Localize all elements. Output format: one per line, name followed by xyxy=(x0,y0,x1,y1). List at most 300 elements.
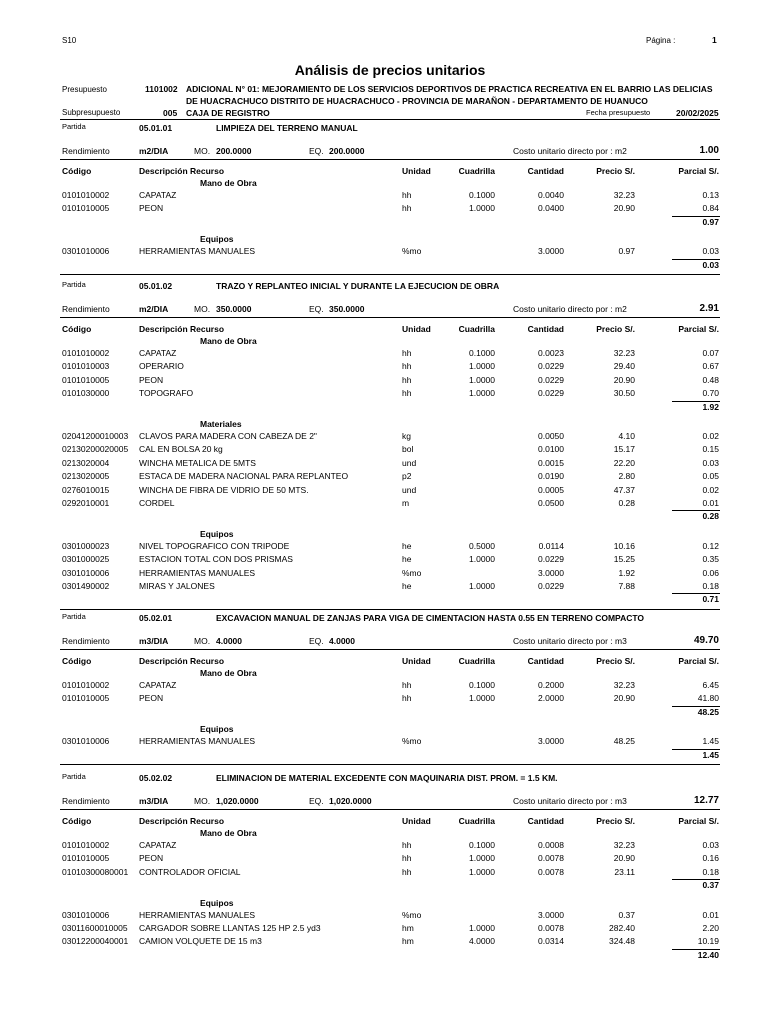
resource-unit: hh xyxy=(402,203,412,214)
col-header-parcial: Parcial S/. xyxy=(678,816,719,826)
col-header-codigo: Código xyxy=(62,324,92,334)
rendimiento-label: Rendimiento xyxy=(62,796,110,806)
resource-parcial: 0.16 xyxy=(702,853,719,864)
resource-precio: 1.92 xyxy=(618,567,635,578)
resource-description: WINCHA METALICA DE 5MTS xyxy=(139,457,256,468)
resource-description: MIRAS Y JALONES xyxy=(139,581,215,591)
eq-label: EQ. xyxy=(309,304,324,314)
resource-precio: 32.23 xyxy=(613,680,635,690)
mo-value: 4.0000 xyxy=(216,636,242,646)
col-header-cantidad: Cantidad xyxy=(527,166,564,176)
resource-precio: 32.23 xyxy=(613,348,635,358)
group-subtotal: 0.03 xyxy=(702,259,719,270)
resource-code: 0213020004 xyxy=(62,457,110,468)
table-row xyxy=(0,485,768,498)
table-row xyxy=(0,910,768,923)
rendimiento-unit: m3/DIA xyxy=(139,636,169,646)
resource-cantidad: 0.0114 xyxy=(538,540,564,551)
resource-cantidad: 3.0000 xyxy=(538,567,564,578)
resource-description: CAMION VOLQUETE DE 15 m3 xyxy=(139,936,262,947)
resource-precio: 32.23 xyxy=(613,840,635,850)
partida-name: ELIMINACION DE MATERIAL EXCEDENTE CON MAQUINARIA DIST. PROM. = 1.5 KM. xyxy=(216,773,558,783)
group-header: Equipos xyxy=(200,897,234,908)
rendimiento-label: Rendimiento xyxy=(62,146,110,156)
resource-cantidad: 3.0000 xyxy=(538,246,564,257)
resource-unit: p2 xyxy=(402,471,412,482)
resource-cuadrilla: 1.0000 xyxy=(469,923,495,933)
group-header: Mano de Obra xyxy=(200,178,257,188)
resource-precio: 20.90 xyxy=(613,693,635,704)
resource-parcial: 0.13 xyxy=(702,190,719,200)
resource-parcial: 0.05 xyxy=(702,471,719,482)
col-header-cuadrilla: Cuadrilla xyxy=(458,166,495,176)
resource-unit: %mo xyxy=(402,736,422,747)
report-code: S10 xyxy=(62,36,77,45)
subpresupuesto-desc: CAJA DE REGISTRO xyxy=(186,108,270,118)
resource-description: OPERARIO xyxy=(139,361,184,372)
resource-cuadrilla: 0.5000 xyxy=(469,540,495,551)
resource-cantidad: 0.0005 xyxy=(538,484,564,495)
resource-precio: 0.28 xyxy=(618,498,635,508)
resource-description: PEON xyxy=(139,374,164,385)
resource-description: CAPATAZ xyxy=(139,190,177,200)
col-header-unidad: Unidad xyxy=(402,816,431,826)
resource-unit: hh xyxy=(402,374,412,385)
costo-unitario-value: 2.91 xyxy=(699,303,719,314)
resource-parcial: 0.15 xyxy=(702,444,719,455)
resource-description: CONTROLADOR OFICIAL xyxy=(139,866,241,877)
rendimiento-divider xyxy=(60,809,720,810)
resource-cantidad: 0.0078 xyxy=(538,923,564,933)
resource-unit: und xyxy=(402,457,417,468)
resource-code: 0101010005 xyxy=(62,374,110,385)
resource-code: 0101010002 xyxy=(62,190,110,200)
resource-precio: 23.11 xyxy=(614,866,635,877)
eq-label: EQ. xyxy=(309,636,324,646)
partida-label: Partida xyxy=(62,280,86,289)
page-number: 1 xyxy=(712,35,717,45)
resource-parcial: 1.45 xyxy=(702,736,719,747)
resource-precio: 22.20 xyxy=(613,457,635,468)
resource-description: HERRAMIENTAS MANUALES xyxy=(139,246,256,257)
resource-precio: 48.25 xyxy=(613,736,635,747)
resource-cuadrilla: 0.1000 xyxy=(469,348,495,358)
header-divider xyxy=(60,119,720,120)
resource-code: 0301490002 xyxy=(62,581,110,591)
rendimiento-unit: m2/DIA xyxy=(139,146,169,156)
eq-value: 4.0000 xyxy=(329,636,355,646)
rendimiento-label: Rendimiento xyxy=(62,636,110,646)
col-header-unidad: Unidad xyxy=(402,166,431,176)
table-row xyxy=(0,388,768,401)
resource-description: CAPATAZ xyxy=(139,840,177,850)
rendimiento-unit: m2/DIA xyxy=(139,304,169,314)
table-row xyxy=(0,541,768,554)
resource-unit: he xyxy=(402,581,412,591)
page-title: Análisis de precios unitarios xyxy=(294,62,486,78)
resource-unit: hh xyxy=(402,866,412,877)
table-row xyxy=(0,680,768,693)
resource-cantidad: 0.0500 xyxy=(538,498,564,508)
mo-label: MO. xyxy=(194,796,211,806)
resource-parcial: 0.01 xyxy=(702,498,719,508)
resource-cantidad: 0.0050 xyxy=(538,431,564,441)
table-row xyxy=(0,203,768,216)
resource-unit: hh xyxy=(402,680,412,690)
group-header: Mano de Obra xyxy=(200,336,257,346)
resource-code: 0101010005 xyxy=(62,693,110,704)
resource-parcial: 0.02 xyxy=(702,484,719,495)
resource-unit: hh xyxy=(402,693,412,704)
resource-unit: hh xyxy=(402,840,412,850)
resource-cuadrilla: 1.0000 xyxy=(469,554,495,565)
partida-name: TRAZO Y REPLANTEO INICIAL Y DURANTE LA EJECUCION DE OBRA xyxy=(216,281,500,291)
col-header-unidad: Unidad xyxy=(402,656,431,666)
col-header-parcial: Parcial S/. xyxy=(678,656,719,666)
group-subtotal: 0.37 xyxy=(702,880,719,891)
resource-description: CAPATAZ xyxy=(139,348,177,358)
group-subtotal: 48.25 xyxy=(697,706,719,717)
table-row xyxy=(0,867,768,880)
resource-description: WINCHA DE FIBRA DE VIDRIO DE 50 MTS. xyxy=(139,484,309,495)
resource-precio: 20.90 xyxy=(613,203,635,214)
resource-cantidad: 0.0229 xyxy=(538,374,564,385)
resource-parcial: 0.84 xyxy=(702,203,719,214)
col-header-descripcion: Descripción Recurso xyxy=(139,816,225,826)
mo-value: 200.0000 xyxy=(216,146,252,156)
partida-code: 05.02.02 xyxy=(139,773,173,783)
group-header: Equipos xyxy=(200,528,234,539)
resource-parcial: 0.48 xyxy=(702,374,719,385)
presupuesto-label: Presupuesto xyxy=(62,85,107,94)
rendimiento-divider xyxy=(60,317,720,318)
resource-cantidad: 2.0000 xyxy=(538,693,564,704)
resource-cantidad: 0.0400 xyxy=(538,203,564,214)
resource-unit: hm xyxy=(402,936,414,947)
resource-precio: 15.25 xyxy=(613,554,635,565)
resource-unit: %mo xyxy=(402,909,422,920)
resource-code: 0301010006 xyxy=(62,246,110,257)
resource-code: 0101010003 xyxy=(62,361,110,372)
resource-cantidad: 0.0008 xyxy=(538,840,564,850)
resource-cantidad: 0.0190 xyxy=(538,471,564,482)
resource-parcial: 0.12 xyxy=(702,540,719,551)
resource-parcial: 0.18 xyxy=(702,581,719,591)
resource-unit: he xyxy=(402,540,412,551)
table-row xyxy=(0,923,768,936)
resource-precio: 29.40 xyxy=(613,361,635,372)
costo-unitario-label: Costo unitario directo por : m2 xyxy=(513,146,627,156)
eq-value: 350.0000 xyxy=(329,304,365,314)
resource-unit: hm xyxy=(402,923,414,933)
resource-precio: 10.16 xyxy=(613,540,635,551)
resource-unit: und xyxy=(402,484,417,495)
resource-precio: 0.37 xyxy=(618,909,635,920)
resource-parcial: 0.06 xyxy=(702,567,719,578)
partida-name: LIMPIEZA DEL TERRENO MANUAL xyxy=(216,123,358,133)
col-header-parcial: Parcial S/. xyxy=(678,324,719,334)
resource-parcial: 41.80 xyxy=(697,693,719,704)
resource-description: ESTACION TOTAL CON DOS PRISMAS xyxy=(139,554,293,565)
resource-unit: hh xyxy=(402,388,412,399)
mo-label: MO. xyxy=(194,304,211,314)
col-header-cantidad: Cantidad xyxy=(527,816,564,826)
table-row xyxy=(0,498,768,511)
resource-code: 02041200010003 xyxy=(62,431,129,441)
partida-divider xyxy=(60,764,720,765)
resource-parcial: 2.20 xyxy=(702,923,719,933)
fecha-label: Fecha presupuesto xyxy=(586,108,651,117)
col-header-unidad: Unidad xyxy=(402,324,431,334)
resource-code: 03011600010005 xyxy=(62,923,128,933)
resource-parcial: 0.03 xyxy=(702,246,719,257)
rendimiento-label: Rendimiento xyxy=(62,304,110,314)
resource-code: 0101010002 xyxy=(62,348,110,358)
group-header: Materiales xyxy=(200,419,242,429)
resource-parcial: 0.03 xyxy=(702,840,719,850)
table-row xyxy=(0,246,768,259)
resource-cantidad: 0.0078 xyxy=(538,866,564,877)
group-subtotal: 0.97 xyxy=(702,216,719,227)
resource-parcial: 0.01 xyxy=(702,909,719,920)
col-header-cuadrilla: Cuadrilla xyxy=(458,816,495,826)
resource-cuadrilla: 0.1000 xyxy=(469,680,495,690)
resource-parcial: 0.07 xyxy=(702,348,719,358)
resource-code: 03012200040001 xyxy=(62,936,129,947)
resource-cuadrilla: 1.0000 xyxy=(469,693,495,704)
table-row xyxy=(0,431,768,444)
col-header-cuadrilla: Cuadrilla xyxy=(458,656,495,666)
resource-code: 0301000023 xyxy=(62,540,110,551)
col-header-precio: Precio S/. xyxy=(596,816,635,826)
resource-cuadrilla: 1.0000 xyxy=(469,581,495,591)
resource-cantidad: 0.0015 xyxy=(538,457,564,468)
table-row xyxy=(0,581,768,594)
presupuesto-desc-line2: DE HUACRACHUCO DISTRITO DE HUACRACHUCO - PROVINCIA DE MARAÑON - DEPARTAMENTO DE HUANUCO xyxy=(186,96,648,106)
resource-unit: hh xyxy=(402,348,412,358)
resource-cantidad: 0.0078 xyxy=(538,853,564,864)
resource-description: HERRAMIENTAS MANUALES xyxy=(139,736,256,747)
col-header-descripcion: Descripción Recurso xyxy=(139,166,225,176)
partida-label: Partida xyxy=(62,772,86,781)
table-row xyxy=(0,853,768,866)
resource-description: HERRAMIENTAS MANUALES xyxy=(139,567,256,578)
resource-code: 0301000025 xyxy=(62,554,110,565)
table-row xyxy=(0,348,768,361)
col-header-descripcion: Descripción Recurso xyxy=(139,324,225,334)
resource-cantidad: 0.0229 xyxy=(538,361,564,372)
resource-code: 01010300080001 xyxy=(62,866,129,877)
group-subtotal: 0.71 xyxy=(702,594,719,605)
resource-precio: 47.37 xyxy=(613,484,635,495)
resource-description: ESTACA DE MADERA NACIONAL PARA REPLANTEO xyxy=(139,471,349,482)
resource-cuadrilla: 1.0000 xyxy=(469,203,495,214)
resource-cuadrilla: 1.0000 xyxy=(469,374,495,385)
table-row xyxy=(0,458,768,471)
subpresupuesto-label: Subpresupuesto xyxy=(62,108,121,117)
resource-parcial: 0.03 xyxy=(702,457,719,468)
resource-unit: %mo xyxy=(402,246,422,257)
resource-cantidad: 0.2000 xyxy=(538,680,564,690)
resource-unit: hh xyxy=(402,190,412,200)
col-header-codigo: Código xyxy=(62,816,92,826)
partida-code: 05.01.01 xyxy=(139,123,173,133)
resource-unit: hh xyxy=(402,361,412,372)
costo-unitario-label: Costo unitario directo por : m3 xyxy=(513,636,627,646)
resource-parcial: 10.19 xyxy=(697,936,719,947)
costo-unitario-label: Costo unitario directo por : m2 xyxy=(513,304,627,314)
resource-code: 02130200020005 xyxy=(62,444,129,455)
costo-unitario-value: 1.00 xyxy=(699,145,719,156)
resource-description: PEON xyxy=(139,203,164,214)
resource-precio: 32.23 xyxy=(613,190,635,200)
col-header-parcial: Parcial S/. xyxy=(678,166,719,176)
resource-cuadrilla: 1.0000 xyxy=(469,361,495,372)
eq-value: 200.0000 xyxy=(329,146,365,156)
resource-cantidad: 0.0023 xyxy=(538,348,564,358)
mo-label: MO. xyxy=(194,146,211,156)
resource-code: 0101010002 xyxy=(62,840,110,850)
rendimiento-divider xyxy=(60,649,720,650)
resource-cuadrilla: 0.1000 xyxy=(469,840,495,850)
partida-divider xyxy=(60,609,720,610)
partida-code: 05.01.02 xyxy=(139,281,173,291)
resource-description: PEON xyxy=(139,853,164,864)
resource-unit: hh xyxy=(402,853,412,864)
costo-unitario-value: 49.70 xyxy=(693,635,719,646)
resource-unit: %mo xyxy=(402,567,422,578)
col-header-precio: Precio S/. xyxy=(596,656,635,666)
col-header-cantidad: Cantidad xyxy=(527,324,564,334)
resource-unit: kg xyxy=(402,431,411,441)
resource-description: CAL EN BOLSA 20 kg xyxy=(139,444,223,455)
col-header-codigo: Código xyxy=(62,166,92,176)
resource-code: 0101010002 xyxy=(62,680,110,690)
resource-code: 0301010006 xyxy=(62,736,110,747)
presupuesto-code: 1101002 xyxy=(145,84,178,94)
resource-parcial: 0.35 xyxy=(702,554,719,565)
resource-precio: 4.10 xyxy=(618,431,635,441)
resource-description: PEON xyxy=(139,693,164,704)
resource-precio: 30.50 xyxy=(613,388,635,399)
group-subtotal: 0.28 xyxy=(702,511,719,522)
resource-precio: 282.40 xyxy=(609,923,635,933)
resource-cantidad: 0.0229 xyxy=(538,554,564,565)
group-subtotal: 12.40 xyxy=(697,949,719,960)
col-header-descripcion: Descripción Recurso xyxy=(139,656,225,666)
resource-precio: 324.48 xyxy=(609,936,635,947)
resource-cantidad: 0.0040 xyxy=(538,190,564,200)
rendimiento-unit: m3/DIA xyxy=(139,796,169,806)
page-label: Página : xyxy=(646,36,676,45)
resource-cuadrilla: 1.0000 xyxy=(469,388,495,399)
resource-description: CORDEL xyxy=(139,498,175,508)
resource-parcial: 0.18 xyxy=(702,866,719,877)
col-header-precio: Precio S/. xyxy=(596,324,635,334)
col-header-cuadrilla: Cuadrilla xyxy=(458,324,495,334)
resource-cuadrilla: 0.1000 xyxy=(469,190,495,200)
group-header: Mano de Obra xyxy=(200,668,257,678)
resource-cuadrilla: 4.0000 xyxy=(469,936,495,947)
table-row xyxy=(0,693,768,706)
resource-code: 0101010005 xyxy=(62,853,110,864)
resource-cantidad: 0.0229 xyxy=(538,388,564,399)
resource-code: 0292010001 xyxy=(62,498,110,508)
resource-cantidad: 0.0100 xyxy=(538,444,564,455)
table-row xyxy=(0,375,768,388)
resource-cuadrilla: 1.0000 xyxy=(469,853,495,864)
resource-parcial: 0.70 xyxy=(702,388,719,399)
resource-cantidad: 3.0000 xyxy=(538,736,564,747)
resource-code: 0101030000 xyxy=(62,388,110,399)
eq-value: 1,020.0000 xyxy=(329,796,372,806)
costo-unitario-label: Costo unitario directo por : m3 xyxy=(513,796,627,806)
partida-name: EXCAVACION MANUAL DE ZANJAS PARA VIGA DE CIMENTACION HASTA 0.55 EN TERRENO COMPACTO xyxy=(216,613,645,623)
resource-code: 0301010006 xyxy=(62,567,110,578)
resource-cantidad: 0.0314 xyxy=(538,936,564,947)
resource-code: 0101010005 xyxy=(62,203,110,214)
resource-parcial: 6.45 xyxy=(702,680,719,690)
resource-precio: 2.80 xyxy=(618,471,635,482)
resource-precio: 7.88 xyxy=(618,581,635,591)
partida-label: Partida xyxy=(62,122,86,131)
table-row xyxy=(0,190,768,203)
table-row xyxy=(0,736,768,749)
resource-parcial: 0.67 xyxy=(702,361,719,372)
partida-divider xyxy=(60,274,720,275)
resource-cantidad: 3.0000 xyxy=(538,909,564,920)
table-row xyxy=(0,840,768,853)
resource-code: 0301010006 xyxy=(62,909,110,920)
resource-code: 0276010015 xyxy=(62,484,110,495)
rendimiento-divider xyxy=(60,159,720,160)
fecha-value: 20/02/2025 xyxy=(676,108,719,118)
col-header-cantidad: Cantidad xyxy=(527,656,564,666)
resource-description: CLAVOS PARA MADERA CON CABEZA DE 2" xyxy=(139,431,317,441)
resource-description: CARGADOR SOBRE LLANTAS 125 HP 2.5 yd3 xyxy=(139,923,321,933)
table-row xyxy=(0,444,768,457)
mo-value: 350.0000 xyxy=(216,304,252,314)
resource-cuadrilla: 1.0000 xyxy=(469,866,495,877)
group-subtotal: 1.92 xyxy=(702,401,719,412)
resource-description: CAPATAZ xyxy=(139,680,177,690)
col-header-codigo: Código xyxy=(62,656,92,666)
group-header: Equipos xyxy=(200,234,234,245)
table-row xyxy=(0,471,768,484)
group-header: Mano de Obra xyxy=(200,828,257,838)
resource-precio: 20.90 xyxy=(613,374,635,385)
col-header-precio: Precio S/. xyxy=(596,166,635,176)
mo-label: MO. xyxy=(194,636,211,646)
subpresupuesto-code: 005 xyxy=(163,108,178,118)
group-header: Equipos xyxy=(200,724,234,735)
resource-unit: he xyxy=(402,554,412,565)
table-row xyxy=(0,936,768,949)
resource-unit: bol xyxy=(402,444,414,455)
table-row xyxy=(0,361,768,374)
mo-value: 1,020.0000 xyxy=(216,796,259,806)
partida-label: Partida xyxy=(62,612,86,621)
resource-cantidad: 0.0229 xyxy=(538,581,564,591)
eq-label: EQ. xyxy=(309,146,324,156)
table-row xyxy=(0,568,768,581)
table-row xyxy=(0,554,768,567)
resource-precio: 15.17 xyxy=(613,444,635,455)
presupuesto-desc-line1: ADICIONAL N° 01: MEJORAMIENTO DE LOS SERVICIOS DEPORTIVOS DE PRACTICA RECREATIVA EN EL BARRIO LAS DELICIAS xyxy=(186,84,713,94)
resource-precio: 0.97 xyxy=(618,246,635,257)
partida-code: 05.02.01 xyxy=(139,613,173,623)
resource-code: 0213020005 xyxy=(62,471,110,482)
